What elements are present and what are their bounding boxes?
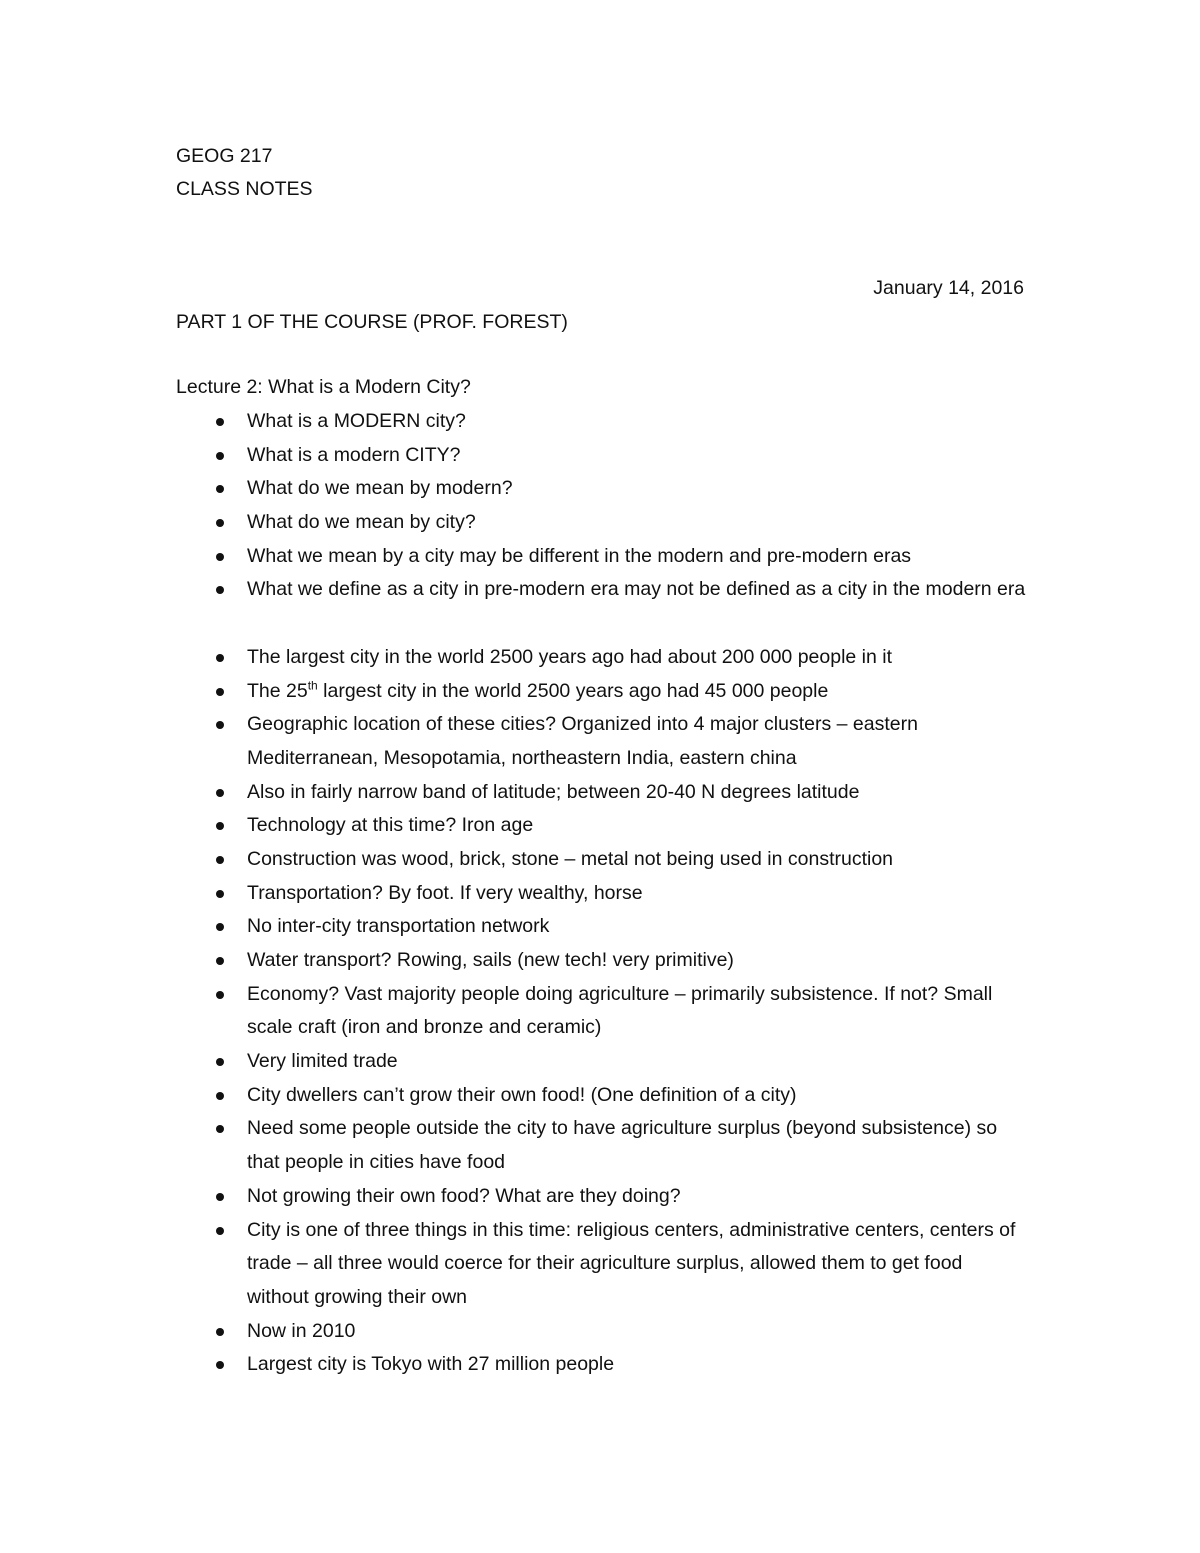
lecture-date: January 14, 2016 bbox=[873, 277, 1024, 299]
list-item bbox=[176, 910, 1107, 944]
list-item bbox=[176, 506, 1107, 540]
bullet-icon bbox=[216, 688, 224, 696]
bullet-icon bbox=[216, 553, 224, 561]
list-item-text-main: Geographic location of these cities? Organized into 4 major clusters – eastern Mediterranean, Mesopotamia, northeastern India, eastern china bbox=[247, 713, 918, 769]
list-item-text bbox=[247, 1117, 997, 1173]
list-item-text bbox=[247, 444, 461, 466]
list-item bbox=[176, 1045, 1107, 1079]
list-item-text-main: The 25 bbox=[247, 679, 308, 702]
bullet-icon bbox=[216, 1193, 224, 1201]
bullet-icon bbox=[216, 991, 224, 999]
list-item-text bbox=[247, 1185, 681, 1207]
list-item-text bbox=[247, 983, 992, 1039]
list-item-text-main: No inter-city transportation network bbox=[247, 915, 550, 938]
bullet-icon bbox=[216, 856, 224, 864]
bullet-icon bbox=[216, 586, 224, 594]
list-item bbox=[176, 1315, 1107, 1349]
list-item bbox=[176, 708, 1027, 775]
list-item bbox=[176, 675, 1107, 709]
list-item-text bbox=[247, 848, 893, 870]
list-item-text-main: What we define as a city in pre-modern era may not be defined as a city in the modern era bbox=[247, 578, 1026, 601]
list-item bbox=[176, 809, 1107, 843]
list-item-text-main: Construction was wood, brick, stone – metal not being used in construction bbox=[247, 847, 894, 870]
list-item bbox=[176, 439, 1107, 473]
list-item-text bbox=[247, 882, 643, 904]
list-item-text-main: Technology at this time? Iron age bbox=[247, 814, 534, 837]
list-item-text-main: City dwellers can’t grow their own food! (One definition of a city) bbox=[247, 1083, 797, 1106]
bullet-icon bbox=[216, 789, 224, 797]
list-item bbox=[176, 405, 1107, 439]
bullet-icon bbox=[216, 1328, 224, 1336]
list-item-text bbox=[247, 713, 918, 769]
list-item-text bbox=[247, 781, 859, 803]
list-item-text-main: What do we mean by modern? bbox=[247, 477, 513, 500]
list-item-text-main: Also in fairly narrow band of latitude; between 20-40 N degrees latitude bbox=[247, 780, 860, 803]
list-item-text bbox=[247, 1320, 355, 1342]
bullet-icon bbox=[216, 721, 224, 729]
list-item-text bbox=[247, 511, 476, 533]
bullet-icon bbox=[216, 890, 224, 898]
list-item-text-main: Largest city is Tokyo with 27 million people bbox=[247, 1353, 615, 1376]
list-item-text-main: What is a MODERN city? bbox=[247, 410, 466, 432]
list-item-text-main: Now in 2010 bbox=[247, 1319, 356, 1342]
list-item-text bbox=[247, 410, 466, 432]
list-item-text bbox=[247, 814, 533, 836]
list-item-text-main: Very limited trade bbox=[247, 1050, 398, 1073]
list-item-text-main: Not growing their own food? What are they doing? bbox=[247, 1184, 681, 1207]
list-item-text bbox=[247, 578, 1025, 600]
list-item-text-main: What do we mean by city? bbox=[247, 511, 476, 534]
bullet-icon bbox=[216, 1227, 224, 1235]
list-item-text bbox=[247, 949, 734, 971]
list-item bbox=[176, 573, 1027, 640]
list-item-text-main: City is one of three things in this time: religious centers, administrative centers, centers of trade – all three would coerce for their agriculture surplus, allowed them to get food without growing their own bbox=[247, 1218, 1016, 1308]
list-item bbox=[176, 641, 1107, 675]
list-item-text-main: Economy? Vast majority people doing agriculture – primarily subsistence. If not? Small scale craft (iron and bronze and ceramic) bbox=[247, 982, 993, 1039]
course-part-heading: PART 1 OF THE COURSE (PROF. FOREST) bbox=[176, 311, 568, 333]
list-item bbox=[176, 944, 1107, 978]
lecture-title: Lecture 2: What is a Modern City? bbox=[176, 376, 471, 398]
list-item bbox=[176, 1112, 1027, 1179]
list-item-text-rest: largest city in the world 2500 years ago had 45 000 people bbox=[317, 679, 829, 702]
list-item-text-main: Transportation? By foot. If very wealthy, horse bbox=[247, 881, 643, 904]
list-item-text-main: What is a modern CITY? bbox=[247, 443, 461, 466]
bullet-icon bbox=[216, 822, 224, 830]
bullet-icon bbox=[216, 1361, 224, 1369]
bullet-icon bbox=[216, 418, 224, 426]
list-item-text bbox=[247, 915, 549, 937]
list-item-text bbox=[247, 477, 513, 499]
bullet-icon bbox=[216, 452, 224, 460]
bullet-icon bbox=[216, 923, 224, 931]
list-item bbox=[176, 540, 1107, 574]
list-item-text bbox=[247, 680, 828, 702]
list-item bbox=[176, 978, 1027, 1045]
list-item-text bbox=[247, 1084, 797, 1106]
bullet-icon bbox=[216, 957, 224, 965]
list-item bbox=[176, 1214, 1027, 1315]
list-item bbox=[176, 472, 1107, 506]
bullet-icon bbox=[216, 485, 224, 493]
list-item-text-main: What we mean by a city may be different in the modern and pre-modern eras bbox=[247, 544, 912, 567]
bullet-icon bbox=[216, 1058, 224, 1066]
ordinal-suffix: th bbox=[307, 678, 318, 693]
list-item bbox=[176, 877, 1107, 911]
list-item-text-main: Need some people outside the city to have agriculture surplus (beyond subsistence) so that people in cities have food bbox=[247, 1117, 998, 1174]
list-item-text bbox=[247, 646, 892, 668]
list-item bbox=[176, 1079, 1107, 1113]
list-item-text-main: The largest city in the world 2500 years ago had about 200 000 people in it bbox=[247, 645, 893, 668]
list-item-text bbox=[247, 1050, 398, 1072]
list-item-text bbox=[247, 545, 911, 567]
bullet-icon bbox=[216, 1125, 224, 1133]
course-code: GEOG 217 bbox=[176, 145, 273, 167]
list-item-text bbox=[247, 1219, 1015, 1308]
bullet-icon bbox=[216, 654, 224, 662]
list-item-text bbox=[247, 1353, 614, 1375]
bullet-icon bbox=[216, 1092, 224, 1100]
list-item bbox=[176, 843, 1107, 877]
list-item bbox=[176, 1348, 1107, 1382]
list-item bbox=[176, 776, 1107, 810]
list-item bbox=[176, 1180, 1107, 1214]
list-item-text-main: Water transport? Rowing, sails (new tech! very primitive) bbox=[247, 949, 734, 972]
bullet-icon bbox=[216, 519, 224, 527]
document-type: CLASS NOTES bbox=[176, 178, 313, 200]
notes-list bbox=[176, 405, 1036, 1382]
